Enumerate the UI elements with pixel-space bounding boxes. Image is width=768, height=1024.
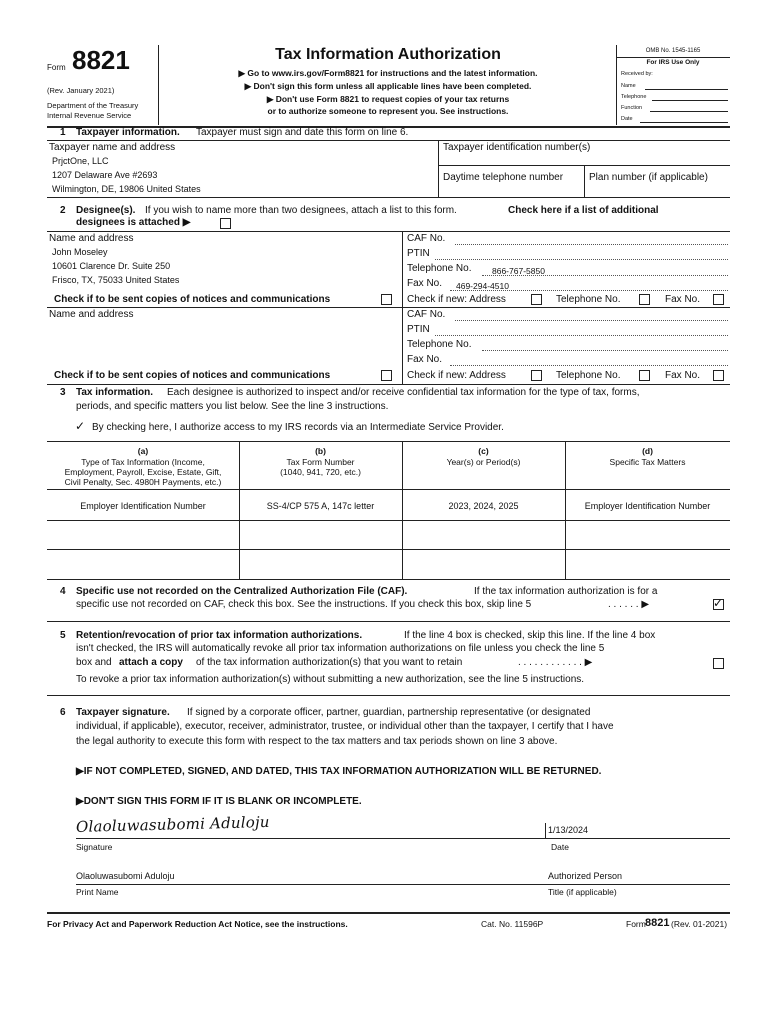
print-name-value[interactable]: Olaoluwasubomi Aduloju bbox=[76, 871, 175, 881]
taxpayer-street[interactable]: 1207 Delaware Ave #2693 bbox=[52, 170, 158, 180]
row1-periods[interactable]: 2023, 2024, 2025 bbox=[448, 501, 519, 511]
instruction-line3: ▶ Don't use Form 8821 to request copies of your tax returns bbox=[266, 94, 510, 104]
line2-number: 2 bbox=[60, 205, 66, 216]
form-word: Form bbox=[47, 63, 66, 72]
line2-desc: If you wish to name more than two designees, attach a list to this form. bbox=[145, 205, 457, 216]
line5-leader: . . . . . . . . . . . . ▶ bbox=[518, 657, 593, 668]
designee2-fax-label: Fax No. bbox=[407, 354, 443, 365]
irs-function: Function bbox=[621, 105, 643, 111]
designee2-telephone-label: Telephone No. bbox=[407, 339, 472, 350]
col-a-line1: Type of Tax Information (Income, bbox=[81, 457, 205, 467]
designee1-copies-checkbox[interactable] bbox=[381, 294, 392, 305]
designee1-caf-label: CAF No. bbox=[407, 233, 446, 244]
isp-text: By checking here, I authorize access to my IRS records via an Intermediate Service Provider. bbox=[92, 422, 504, 433]
designee2-check-tel-label: Telephone No. bbox=[556, 370, 621, 381]
designee2-new-telephone-checkbox[interactable] bbox=[639, 370, 650, 381]
line5-line4: To revoke a prior tax information authorization(s) without submitting a new authorization, see the line 5 instructions. bbox=[76, 674, 585, 685]
footer-form-word: Form bbox=[626, 919, 646, 929]
title-value[interactable]: Authorized Person bbox=[548, 871, 623, 881]
designee1-fax-value[interactable]: 469-294-4510 bbox=[456, 281, 509, 291]
col-c-line1: Year(s) or Period(s) bbox=[446, 457, 521, 467]
designee2-new-fax-checkbox[interactable] bbox=[713, 370, 724, 381]
designee1-name[interactable]: John Moseley bbox=[52, 247, 108, 257]
line6-bold: Taxpayer signature. bbox=[76, 707, 170, 718]
designee2-copies-checkbox[interactable] bbox=[381, 370, 392, 381]
line2-title: Designee(s). bbox=[76, 205, 136, 216]
row1-tax-matters[interactable]: Employer Identification Number bbox=[584, 501, 711, 511]
line5-line3b: attach a copy bbox=[119, 657, 183, 668]
designee2-ptin-label: PTIN bbox=[407, 324, 430, 335]
designee2-check-new-label: Check if new: Address bbox=[407, 370, 506, 381]
form-number: 8821 bbox=[72, 45, 130, 75]
col-c-letter: (c) bbox=[478, 446, 489, 456]
line4-leader: . . . . . . ▶ bbox=[608, 599, 650, 610]
col-b-line1: Tax Form Number bbox=[286, 457, 355, 467]
designee1-telephone-value[interactable]: 866-767-5850 bbox=[492, 266, 545, 276]
line4-rest1: If the tax information authorization is for a bbox=[474, 586, 658, 597]
designee1-check-new-label: Check if new: Address bbox=[407, 294, 506, 305]
designee1-ptin-label: PTIN bbox=[407, 248, 430, 259]
designee2-name-address-label: Name and address bbox=[49, 309, 134, 320]
print-name-label: Print Name bbox=[76, 887, 119, 897]
row1-tax-type[interactable]: Employer Identification Number bbox=[80, 501, 206, 511]
signature-date-value[interactable]: 1/13/2024 bbox=[548, 825, 589, 835]
footer-revision: (Rev. 01-2021) bbox=[671, 919, 728, 929]
form-title: Tax Information Authorization bbox=[275, 46, 501, 63]
line5-line3a: box and bbox=[76, 657, 112, 668]
designee1-name-address-label: Name and address bbox=[49, 233, 134, 244]
designee1-fax-label: Fax No. bbox=[407, 278, 443, 289]
col-a-letter: (a) bbox=[137, 446, 149, 456]
designee1-copies-label: Check if to be sent copies of notices and communications bbox=[54, 294, 331, 305]
line2-check-bold2: designees is attached ▶ bbox=[76, 217, 191, 228]
tin-label: Taxpayer identification number(s) bbox=[443, 142, 591, 153]
line3-desc2: periods, and specific matters you list below. See the line 3 instructions. bbox=[76, 401, 389, 412]
line6-number: 6 bbox=[60, 707, 66, 718]
isp-checkmark-icon: ✓ bbox=[75, 419, 86, 433]
line6-line2: individual, if applicable), executor, receiver, administrator, trustee, or individual other than the taxpayer, I certify that I have bbox=[76, 721, 614, 732]
designee1-new-telephone-checkbox[interactable] bbox=[639, 294, 650, 305]
signature-label: Signature bbox=[76, 842, 113, 852]
additional-designees-checkbox[interactable] bbox=[220, 218, 231, 229]
line6-rest1: If signed by a corporate officer, partner, guardian, partnership representative (or designated bbox=[187, 707, 591, 718]
irs-date: Date bbox=[621, 116, 633, 122]
line3-title: Tax information. bbox=[76, 387, 154, 398]
instruction-line1: ▶ Go to www.irs.gov/Form8821 for instructions and the latest information. bbox=[238, 68, 538, 78]
line2-check-bold1: Check here if a list of additional bbox=[508, 205, 659, 216]
col-a-line3: Civil Penalty, Sec. 4980H Payments, etc.) bbox=[64, 477, 222, 487]
designee2-caf-label: CAF No. bbox=[407, 309, 446, 320]
col-b-line2: (1040, 941, 720, etc.) bbox=[280, 467, 361, 477]
irs-received-by: Received by: bbox=[621, 71, 653, 77]
line3-desc1: Each designee is authorized to inspect and/or receive confidential tax information for the type of tax, forms, bbox=[167, 387, 640, 398]
line5-line3c: of the tax information authorization(s) that you want to retain bbox=[196, 657, 463, 668]
daytime-phone-label: Daytime telephone number bbox=[443, 172, 564, 183]
taxpayer-name-address-label: Taxpayer name and address bbox=[49, 142, 176, 153]
date-label: Date bbox=[551, 842, 569, 852]
taxpayer-signature[interactable]: Olaoluwasubomi Aduloju bbox=[75, 812, 270, 836]
footer-form-number: 8821 bbox=[645, 917, 670, 929]
designee1-new-address-checkbox[interactable] bbox=[531, 294, 542, 305]
omb-number: OMB No. 1545-1165 bbox=[645, 48, 701, 54]
irs-use-only: For IRS Use Only bbox=[646, 59, 700, 66]
line5-checkbox[interactable] bbox=[713, 658, 724, 669]
line6-warning2: ▶DON'T SIGN THIS FORM IF IT IS BLANK OR INCOMPLETE. bbox=[76, 796, 362, 807]
line5-line2: isn't checked, the IRS will automatically revoke all prior tax information authorizations on file unless you check the line 5 bbox=[76, 643, 605, 654]
irs-name: Name bbox=[621, 83, 636, 89]
form-revision: (Rev. January 2021) bbox=[47, 86, 115, 95]
line3-number: 3 bbox=[60, 387, 66, 398]
taxpayer-name[interactable]: PrjctOne, LLC bbox=[52, 156, 109, 166]
designee1-check-tel-label: Telephone No. bbox=[556, 294, 621, 305]
plan-number-label: Plan number (if applicable) bbox=[589, 172, 708, 183]
col-d-letter: (d) bbox=[642, 446, 653, 456]
taxpayer-city[interactable]: Wilmington, DE, 19806 United States bbox=[52, 184, 201, 194]
col-a-line2: Employment, Payroll, Excise, Estate, Gift, bbox=[64, 467, 222, 477]
line5-number: 5 bbox=[60, 630, 66, 641]
irs-telephone: Telephone bbox=[621, 94, 647, 100]
instruction-line4: or to authorize someone to represent you. See instructions. bbox=[267, 106, 509, 116]
privacy-notice: For Privacy Act and Paperwork Reduction Act Notice, see the instructions. bbox=[47, 919, 348, 929]
line5-rest1: If the line 4 box is checked, skip this line. If the line 4 box bbox=[404, 630, 656, 641]
col-d-line1: Specific Tax Matters bbox=[609, 457, 686, 467]
designee2-new-address-checkbox[interactable] bbox=[531, 370, 542, 381]
line4-rest2: specific use not recorded on CAF, check this box. See the instructions. If you check this box, skip line 5 bbox=[76, 599, 532, 610]
designee2-copies-label: Check if to be sent copies of notices and communications bbox=[54, 370, 331, 381]
line4-number: 4 bbox=[60, 586, 66, 597]
row1-form-number[interactable]: SS-4/CP 575 A, 147c letter bbox=[266, 501, 375, 511]
line4-checkmark-icon: ✓ bbox=[713, 596, 724, 610]
designee1-telephone-label: Telephone No. bbox=[407, 263, 472, 274]
designee1-check-fax-label: Fax No. bbox=[665, 294, 701, 305]
line1-desc: Taxpayer must sign and date this form on line 6. bbox=[196, 127, 409, 138]
title-label: Title (if applicable) bbox=[548, 887, 617, 897]
designee2-check-fax-label: Fax No. bbox=[665, 370, 701, 381]
designee1-new-fax-checkbox[interactable] bbox=[713, 294, 724, 305]
department-line1: Department of the Treasury bbox=[47, 101, 139, 110]
designee1-city[interactable]: Frisco, TX, 75033 United States bbox=[52, 275, 180, 285]
catalog-number: Cat. No. 11596P bbox=[481, 919, 544, 929]
line6-warning1: ▶IF NOT COMPLETED, SIGNED, AND DATED, THIS TAX INFORMATION AUTHORIZATION WILL BE RETURNED. bbox=[76, 766, 602, 777]
instruction-line2: ▶ Don't sign this form unless all applicable lines have been completed. bbox=[244, 81, 532, 91]
line4-bold: Specific use not recorded on the Centralized Authorization File (CAF). bbox=[76, 586, 408, 597]
col-b-letter: (b) bbox=[315, 446, 326, 456]
line5-bold: Retention/revocation of prior tax information authorizations. bbox=[76, 630, 363, 641]
designee1-street[interactable]: 10601 Clarence Dr. Suite 250 bbox=[52, 261, 171, 271]
line6-line3: the legal authority to execute this form with respect to the tax matters and tax periods shown on line 3 above. bbox=[76, 736, 558, 747]
line1-number: 1 bbox=[60, 127, 66, 138]
line1-title: Taxpayer information. bbox=[76, 127, 180, 138]
department-line2: Internal Revenue Service bbox=[47, 111, 132, 120]
